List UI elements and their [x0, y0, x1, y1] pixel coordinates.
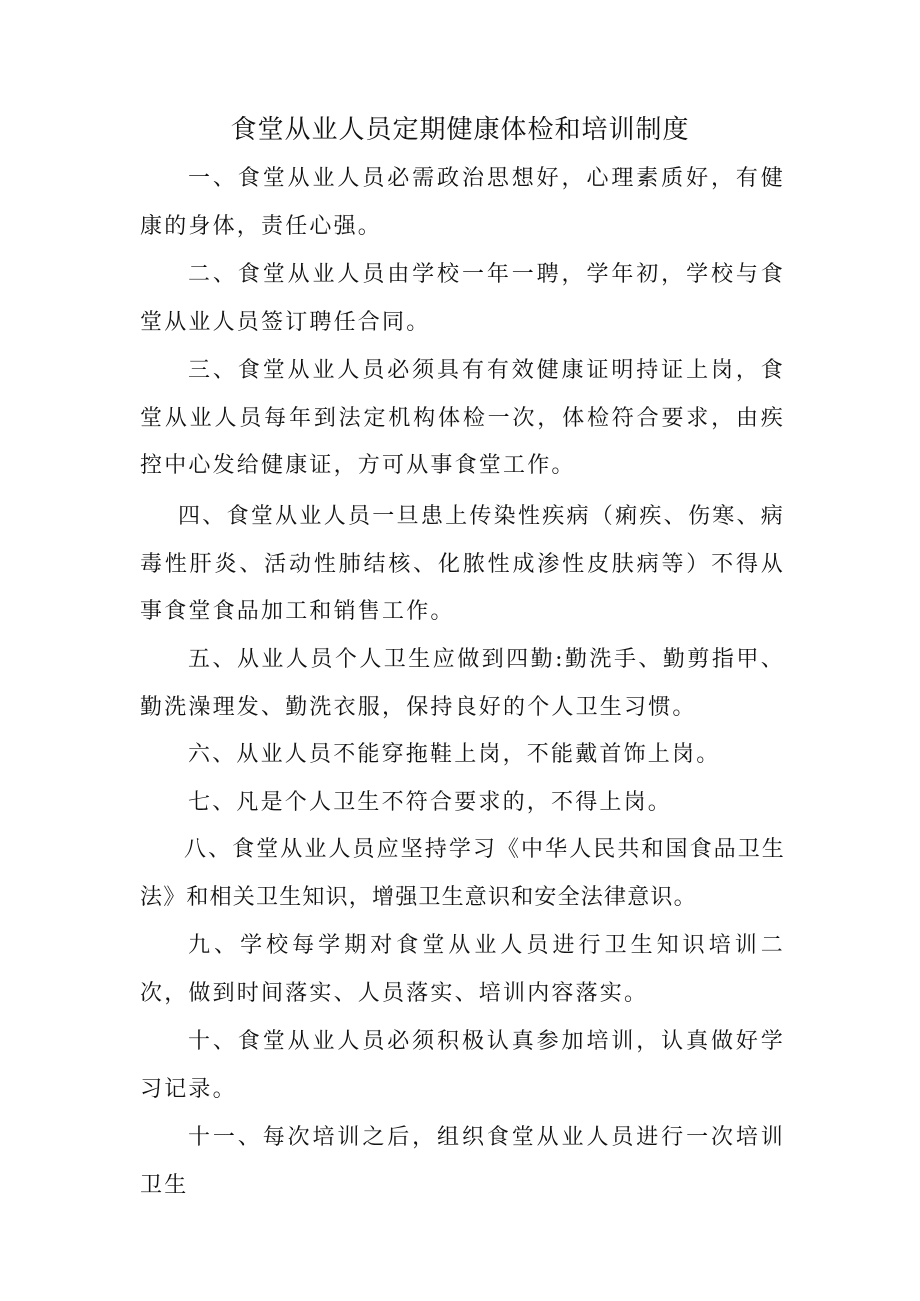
paragraph-5: 五、从业人员个人卫生应做到四勤:勤洗手、勤剪指甲、勤洗澡理发、勤洗衣服，保持良好的个人卫生习惯。	[140, 647, 785, 720]
paragraph-10: 十、食堂从业人员必须积极认真参加培训，认真做好学习记录。	[140, 1029, 785, 1102]
paragraph-3: 三、食堂从业人员必须具有有效健康证明持证上岗，食堂从业人员每年到法定机构体检一次，体检符合要求，由疾控中心发给健康证，方可从事食堂工作。	[140, 358, 785, 478]
document-title: 食堂从业人员定期健康体检和培训制度	[230, 115, 690, 145]
paragraph-9: 九、学校每学期对食堂从业人员进行卫生知识培训二次，做到时间落实、人员落实、培训内容落实。	[140, 933, 785, 1006]
paragraph-6: 六、从业人员不能穿拖鞋上岗，不能戴首饰上岗。	[188, 742, 721, 767]
paragraph-7: 七、凡是个人卫生不符合要求的，不得上岗。	[188, 790, 673, 815]
paragraph-11: 十一、每次培训之后，组织食堂从业人员进行一次培训卫生	[140, 1125, 785, 1198]
paragraph-2: 二、食堂从业人员由学校一年一聘，学年初，学校与食堂从业人员签订聘任合同。	[140, 262, 785, 335]
paragraph-1: 一、食堂从业人员必需政治思想好，心理素质好，有健康的身体，责任心强。	[140, 166, 785, 239]
paragraph-8: 八、食堂从业人员应坚持学习《中华人民共和国食品卫生法》和相关卫生知识，增强卫生意识和安全法律意识。	[140, 837, 785, 910]
paragraph-4: 四、食堂从业人员一旦患上传染性疾病（痢疾、伤寒、病毒性肝炎、活动性肺结核、化脓性成渗性皮肤病等）不得从事食堂食品加工和销售工作。	[140, 504, 785, 624]
